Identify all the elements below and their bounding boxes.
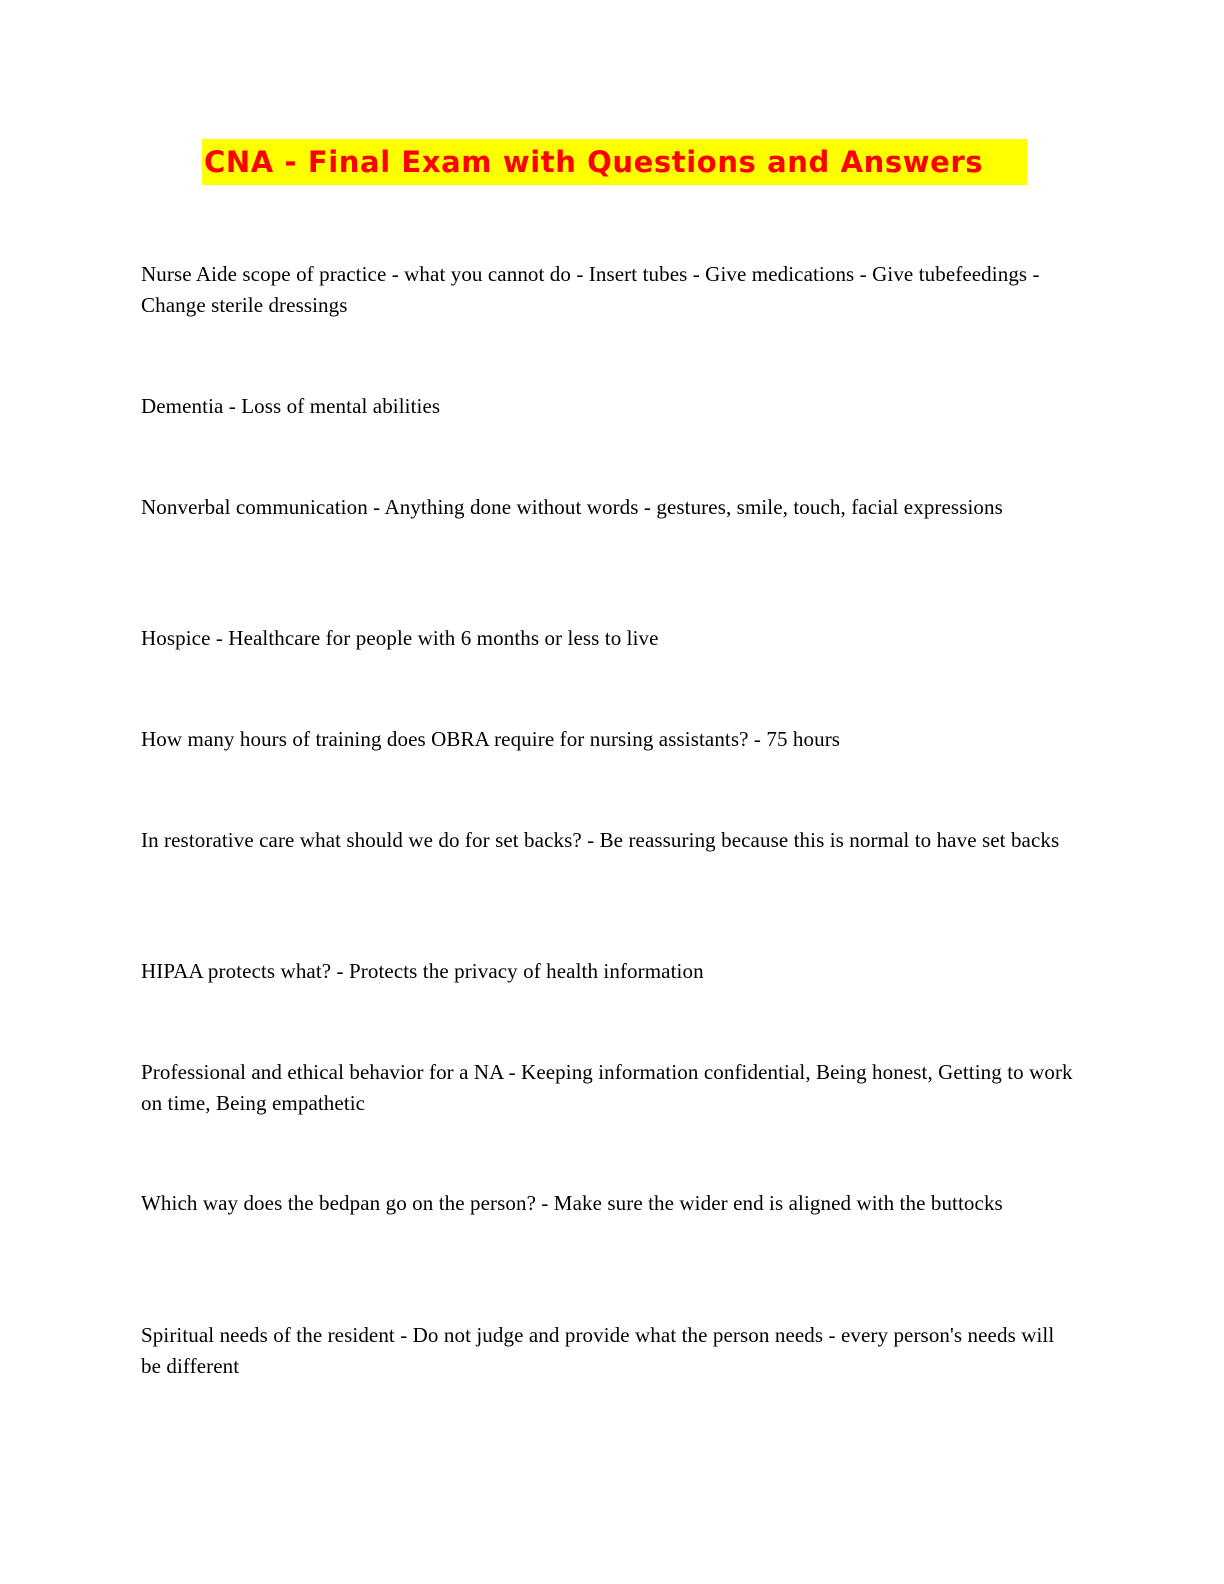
qa-entry: Hospice - Healthcare for people with 6 months or less to live (141, 626, 659, 650)
qa-entry: How many hours of training does OBRA require for nursing assistants? - 75 hours (141, 727, 841, 751)
qa-entry: Spiritual needs of the resident - Do not judge and provide what the person needs - every person's needs will be different (141, 1323, 1055, 1378)
qa-entry: HIPAA protects what? - Protects the privacy of health information (141, 959, 704, 983)
qa-entry: Nonverbal communication - Anything done without words - gestures, smile, touch, facial expressions (141, 495, 1003, 519)
document-title: CNA - Final Exam with Questions and Answers (204, 145, 984, 179)
qa-entry: Professional and ethical behavior for a NA - Keeping information confidential, Being honest, Getting to work on time, Being empathetic (141, 1060, 1073, 1115)
title-highlight (202, 139, 1027, 185)
qa-entry: Which way does the bedpan go on the person? - Make sure the wider end is aligned with the buttocks (141, 1191, 1003, 1215)
qa-entry: Nurse Aide scope of practice - what you cannot do - Insert tubes - Give medications - Give tubefeedings - Change sterile dressings (141, 262, 1040, 317)
qa-entry: Dementia - Loss of mental abilities (141, 394, 441, 418)
qa-entry: In restorative care what should we do for set backs? - Be reassuring because this is normal to have set backs (141, 828, 1060, 852)
